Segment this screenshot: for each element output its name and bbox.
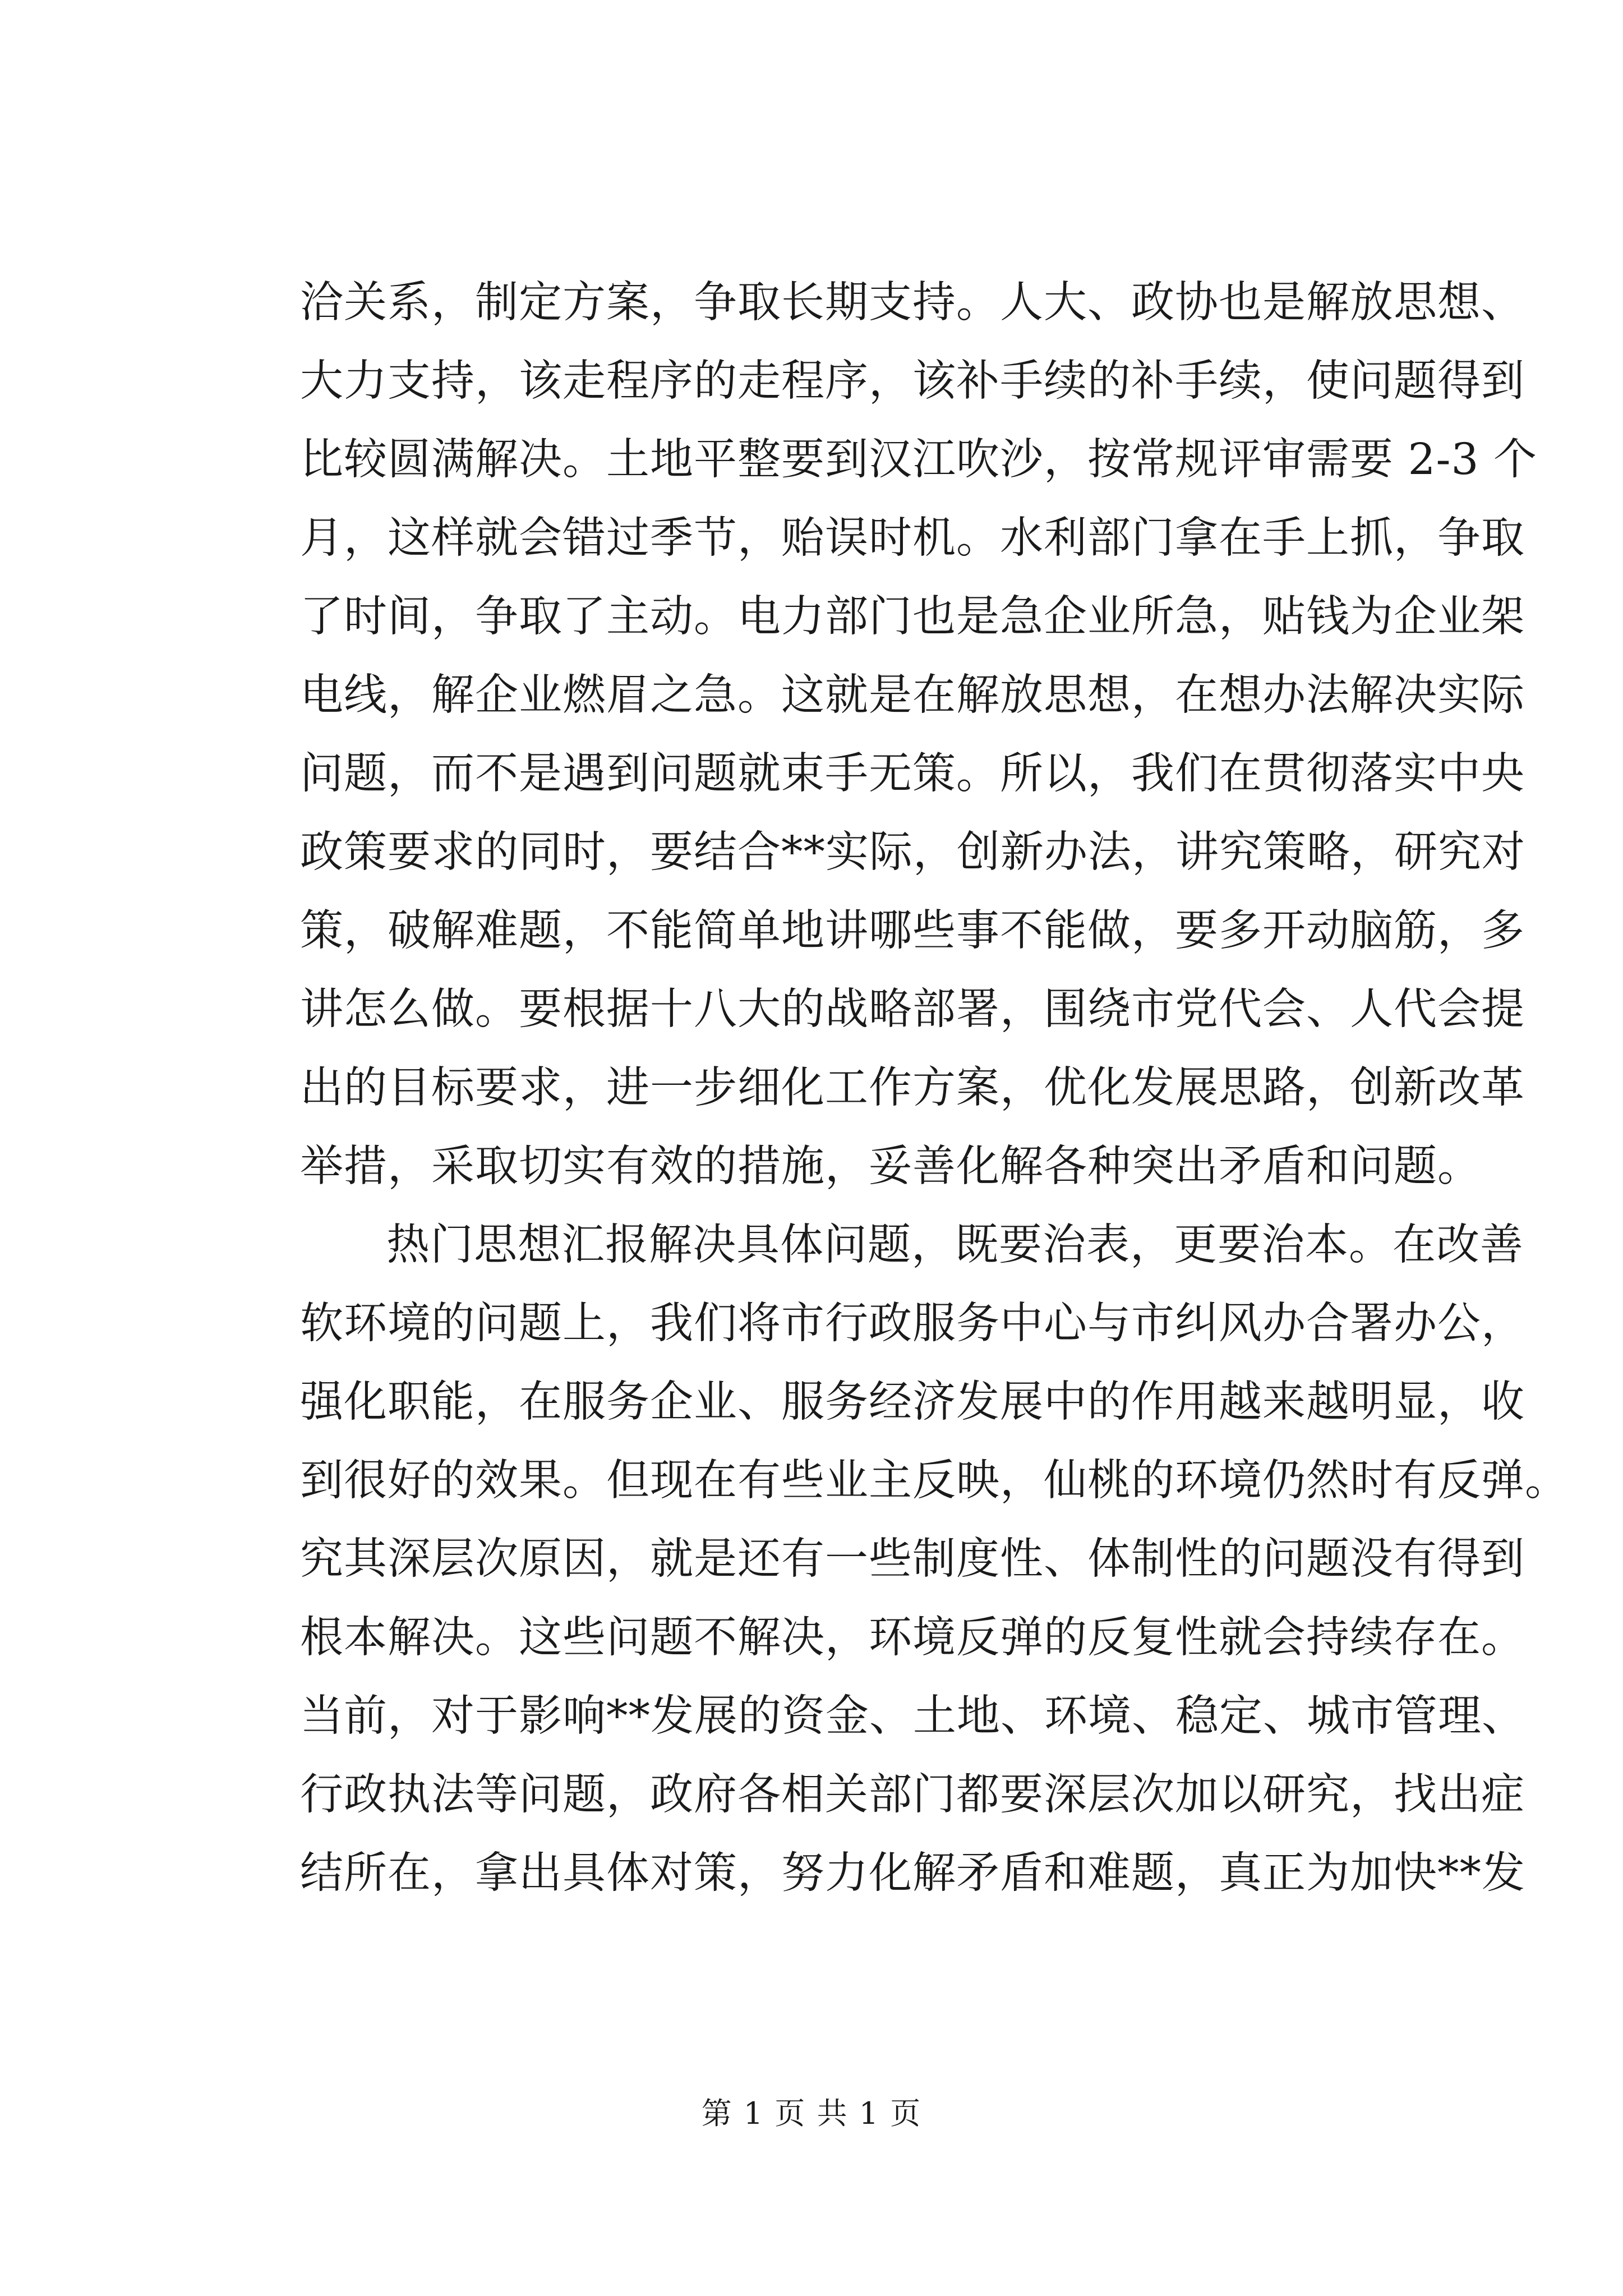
page-number-footer: 第 1 页 共 1 页 [701, 2096, 922, 2131]
text-line: 电线，解企业燃眉之急。这就是在解放思想，在想办法解决实际 [300, 670, 1525, 720]
text-line: 策，破解难题，不能简单地讲哪些事不能做，要多开动脑筋，多 [300, 906, 1525, 956]
text-line: 举措，采取切实有效的措施，妥善化解各种突出矛盾和问题。 [300, 1142, 1481, 1191]
text-line: 当前，对于影响**发展的资金、土地、环境、稳定、城市管理、 [300, 1691, 1525, 1741]
text-line: 到很好的效果。但现在有些业主反映，仙桃的环境仍然时有反弹。 [300, 1456, 1569, 1506]
text-line: 究其深层次原因，就是还有一些制度性、体制性的问题没有得到 [300, 1534, 1525, 1584]
document-body [300, 264, 1569, 1913]
text-line: 了时间，争取了主动。电力部门也是急企业所急，贴钱为企业架 [300, 592, 1525, 642]
text-line: 结所在，拿出具体对策，努力化解矛盾和难题，真正为加快**发 [300, 1848, 1525, 1898]
text-line: 比较圆满解决。土地平整要到汉江吹沙，按常规评审需要 2-3 个 [300, 435, 1537, 485]
text-line: 软环境的问题上，我们将市行政服务中心与市纠风办合署办公， [300, 1299, 1525, 1349]
text-line: 根本解决。这些问题不解决，环境反弹的反复性就会持续存在。 [300, 1613, 1525, 1663]
text-line: 讲怎么做。要根据十八大的战略部署，围绕市党代会、人代会提 [300, 984, 1525, 1034]
text-line: 行政执法等问题，政府各相关部门都要深层次加以研究，找出症 [300, 1770, 1525, 1820]
text-line: 洽关系，制定方案，争取长期支持。人大、政协也是解放思想、 [300, 278, 1525, 328]
text-line: 政策要求的同时，要结合**实际，创新办法，讲究策略，研究对 [300, 827, 1525, 877]
text-line: 热门思想汇报解决具体问题，既要治表，更要治本。在改善 [386, 1220, 1524, 1270]
text-line: 强化职能，在服务企业、服务经济发展中的作用越来越明显，收 [300, 1377, 1525, 1427]
text-line: 月，这样就会错过季节，贻误时机。水利部门拿在手上抓，争取 [300, 513, 1525, 563]
text-line: 大力支持，该走程序的走程序，该补手续的补手续，使问题得到 [300, 356, 1525, 406]
text-line: 问题，而不是遇到问题就束手无策。所以，我们在贯彻落实中央 [300, 749, 1525, 799]
text-line: 出的目标要求，进一步细化工作方案，优化发展思路，创新改革 [300, 1063, 1525, 1113]
